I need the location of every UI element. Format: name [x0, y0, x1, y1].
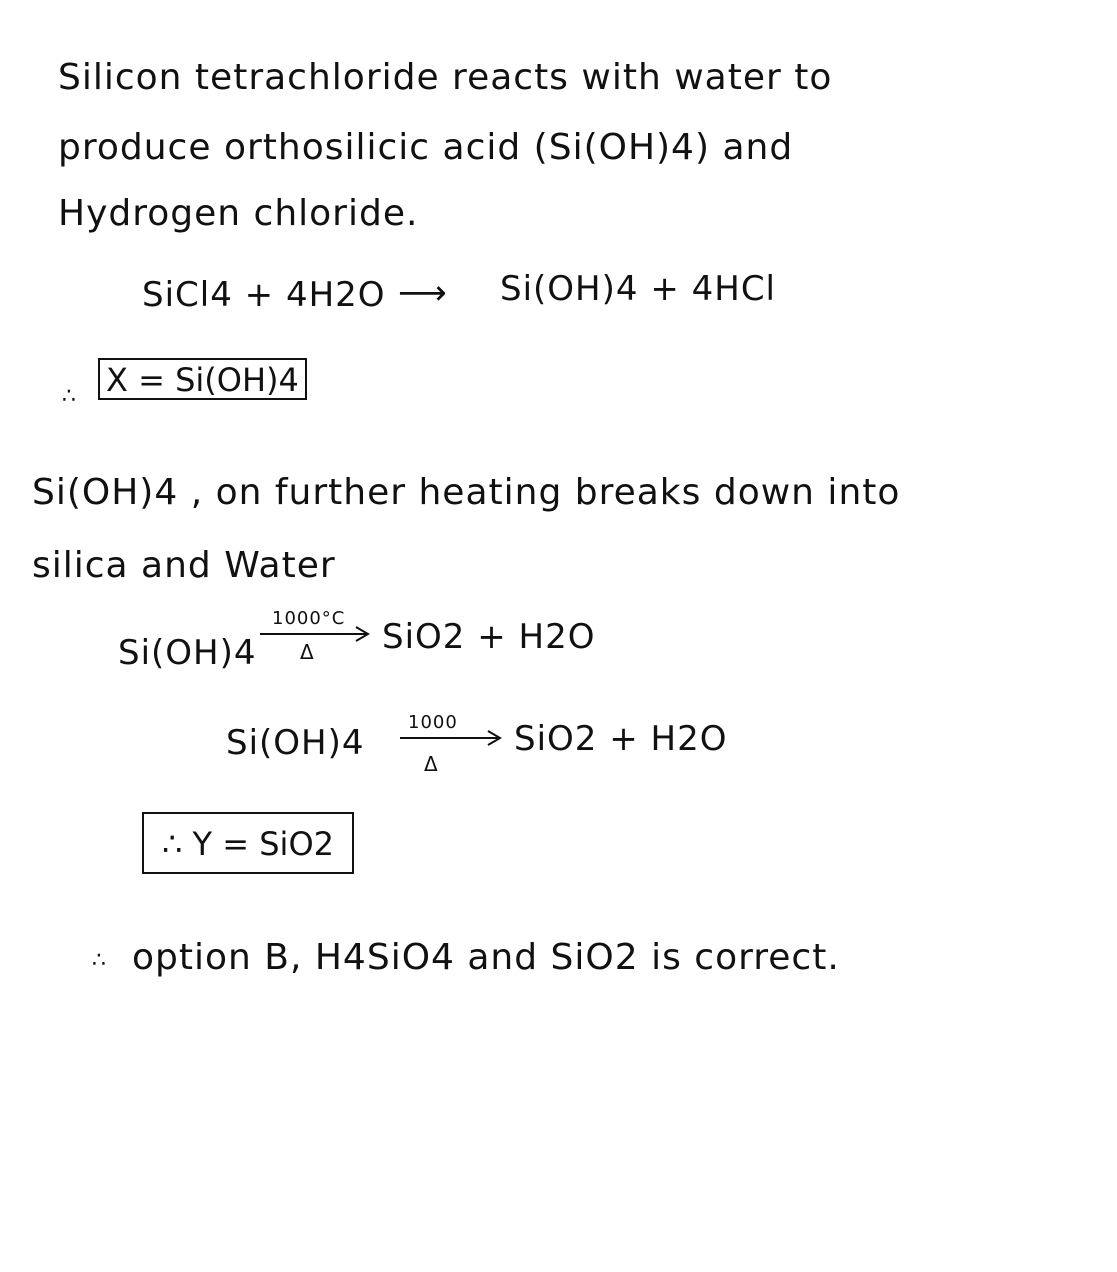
therefore-symbol-x: ∴ [62, 384, 76, 409]
paragraph1-line2: produce orthosilicic acid (Si(OH)4) and [58, 127, 794, 168]
reaction2-condition-bottom: Δ [300, 640, 314, 664]
paragraph2-line1: Si(OH)4 , on further heating breaks down into [32, 472, 901, 513]
paragraph1-line1: Silicon tetrachloride reacts with water to [58, 57, 833, 98]
reaction1-products: Si(OH)4 + 4HCl [500, 269, 777, 309]
reaction2-products: SiO2 + H2O [382, 617, 596, 657]
reaction3-products: SiO2 + H2O [514, 719, 728, 759]
reaction2-arrow-icon [258, 624, 378, 644]
reaction3-reactant: Si(OH)4 [226, 723, 365, 763]
paragraph2-line2: silica and Water [32, 545, 336, 586]
reaction3-arrow-icon [398, 728, 510, 748]
paragraph1-line3: Hydrogen chloride. [58, 193, 419, 234]
therefore-symbol-conclusion: ∴ [92, 948, 106, 973]
reaction2-reactant: Si(OH)4 [118, 633, 257, 673]
conclusion-text: option B, H4SiO4 and SiO2 is correct. [132, 937, 840, 978]
reaction1-arrow: ⟶ [398, 273, 448, 313]
result-x-box: X = Si(OH)4 [98, 358, 307, 400]
result-y-box: ∴ Y = SiO2 [142, 812, 354, 874]
reaction3-condition-bottom: Δ [424, 752, 438, 776]
reaction1-reactants: SiCl4 + 4H2O [142, 275, 386, 315]
reaction2-condition-top: 1000°C [272, 608, 346, 629]
reaction3-condition-top: 1000 [408, 712, 458, 733]
